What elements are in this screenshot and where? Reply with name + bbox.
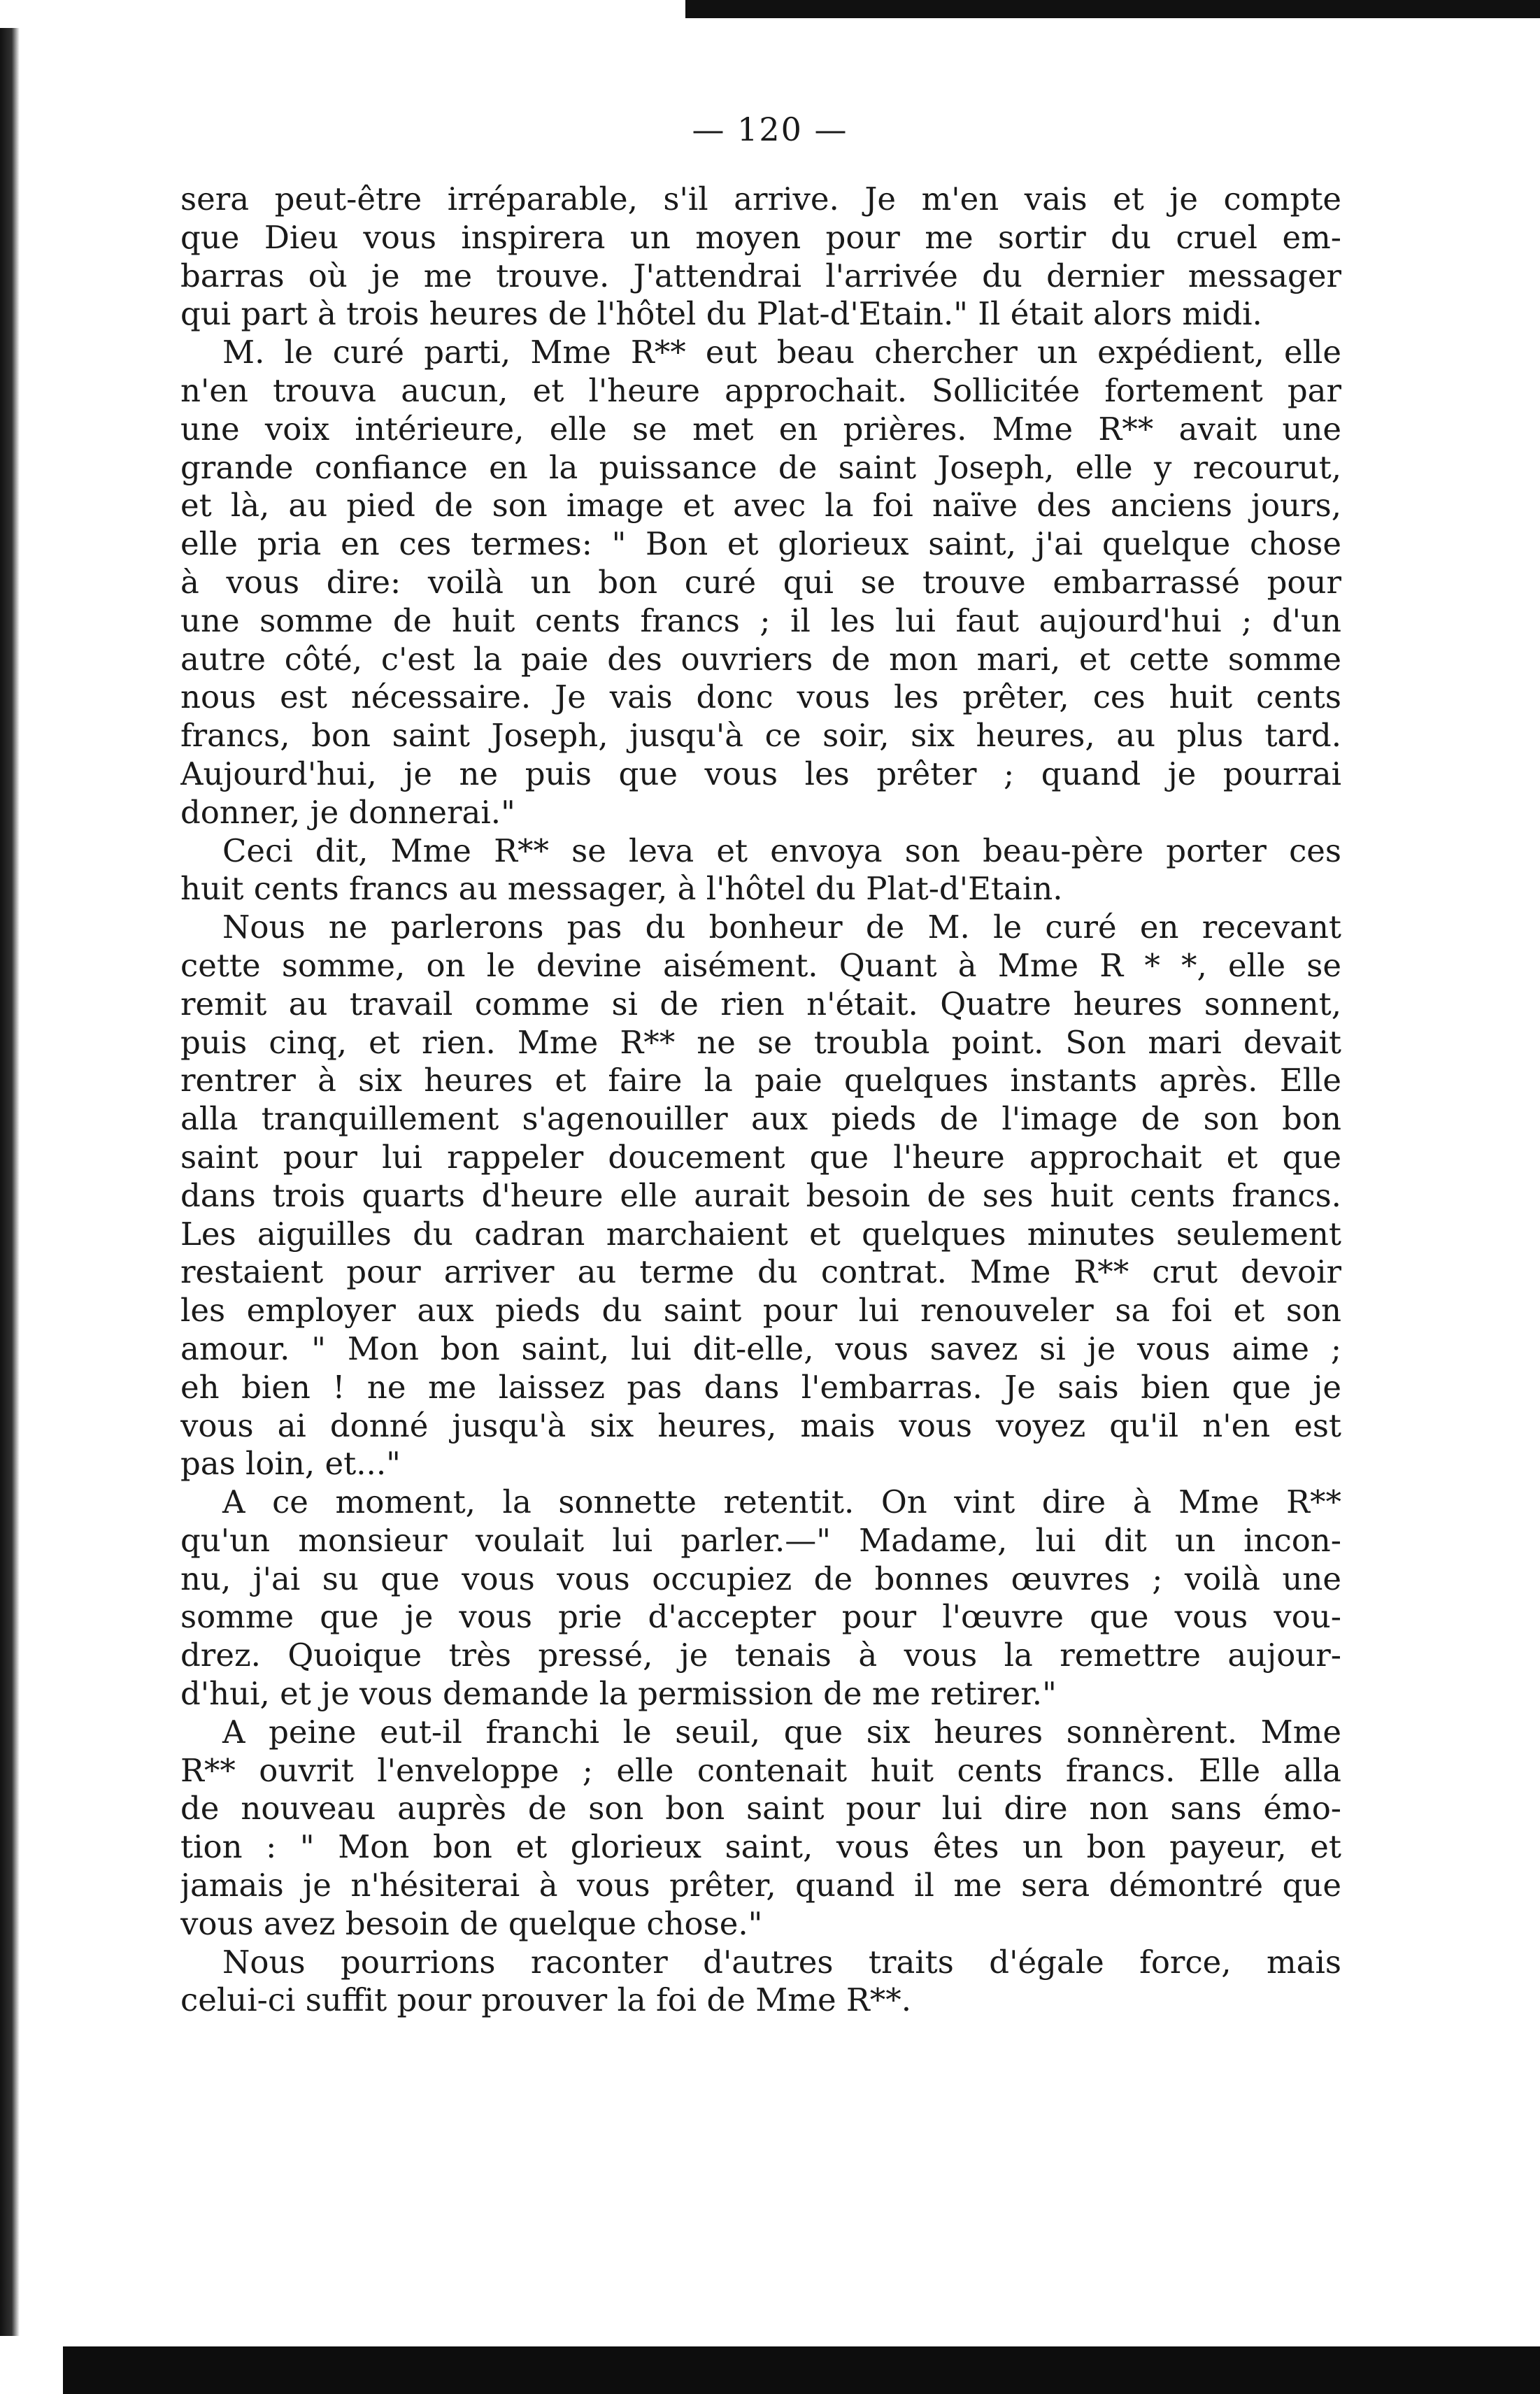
text-line: que Dieu vous inspirera un moyen pour me sortir du cruel em-: [180, 218, 1341, 256]
text-line: nous est nécessaire. Je vais donc vous les prêter, ces huit cents: [180, 678, 1341, 716]
text-line: de nouveau auprès de son bon saint pour lui dire non sans émo-: [180, 1790, 1341, 1827]
text-line: Nous ne parlerons pas du bonheur de M. le curé en recevant: [222, 909, 1341, 946]
text-line: A peine eut-il franchi le seuil, que six heures sonnèrent. Mme: [222, 1713, 1341, 1751]
text-line: d'hui, et je vous demande la permission de me retirer.": [180, 1675, 1057, 1713]
text-line: tion : " Mon bon et glorieux saint, vous êtes un bon payeur, et: [180, 1828, 1341, 1866]
text-line: rentrer à six heures et faire la paie quelques instants après. Elle: [180, 1062, 1341, 1099]
text-line: une voix intérieure, elle se met en prières. Mme R** avait une: [180, 410, 1341, 448]
text-line: cette somme, on le devine aisément. Quant à Mme R * *, elle se: [180, 946, 1341, 984]
text-line: les employer aux pieds du saint pour lui renouveler sa foi et son: [180, 1292, 1341, 1330]
text-line: eh bien ! ne me laissez pas dans l'embarras. Je sais bien que je: [180, 1368, 1341, 1406]
text-line: barras où je me trouve. J'attendrai l'arrivée du dernier messager: [180, 257, 1341, 294]
text-line: et là, au pied de son image et avec la foi naïve des anciens jours,: [180, 487, 1341, 525]
text-line: nu, j'ai su que vous vous occupiez de bonnes œuvres ; voilà une: [180, 1560, 1341, 1597]
body-text: [180, 180, 1341, 2020]
text-line: drez. Quoique très pressé, je tenais à vous la remettre aujour-: [180, 1637, 1341, 1674]
text-line: à vous dire: voilà un bon curé qui se trouve embarrassé pour: [180, 563, 1341, 601]
page-number: — 120 —: [692, 111, 848, 148]
text-line: restaient pour arriver au terme du contrat. Mme R** crut devoir: [180, 1253, 1341, 1291]
text-line: Les aiguilles du cadran marchaient et quelques minutes seulement: [180, 1215, 1341, 1253]
text-line: remit au travail comme si de rien n'était. Quatre heures sonnent,: [180, 985, 1341, 1023]
text-line: somme que je vous prie d'accepter pour l'œuvre que vous vou-: [180, 1598, 1341, 1636]
text-line: huit cents francs au messager, à l'hôtel du Plat-d'Etain.: [180, 870, 1063, 908]
text-line: vous avez besoin de quelque chose.": [180, 1904, 763, 1942]
text-line: puis cinq, et rien. Mme R** ne se troubla point. Son mari devait: [180, 1023, 1341, 1061]
text-line: celui-ci suffit pour prouver la foi de Mme R**.: [180, 1981, 912, 2019]
text-line: saint pour lui rappeler doucement que l'heure approchait et que: [180, 1138, 1341, 1176]
text-line: M. le curé parti, Mme R** eut beau chercher un expédient, elle: [222, 334, 1341, 371]
text-line: pas loin, et...": [180, 1445, 401, 1483]
text-line: elle pria en ces termes: " Bon et glorieux saint, j'ai quelque chose: [180, 525, 1341, 563]
scan-edge-bottom: [63, 2346, 1540, 2394]
text-line: autre côté, c'est la paie des ouvriers de mon mari, et cette somme: [180, 640, 1341, 678]
text-line: dans trois quarts d'heure elle aurait besoin de ses huit cents francs.: [180, 1176, 1341, 1214]
scan-edge-left: [0, 28, 20, 2336]
text-line: vous ai donné jusqu'à six heures, mais vous voyez qu'il n'en est: [180, 1406, 1341, 1444]
text-line: R** ouvrit l'enveloppe ; elle contenait huit cents francs. Elle alla: [180, 1751, 1341, 1789]
text-line: Aujourd'hui, je ne puis que vous les prêter ; quand je pourrai: [180, 755, 1341, 792]
text-line: grande confiance en la puissance de saint Joseph, elle y recourut,: [180, 448, 1341, 486]
text-line: francs, bon saint Joseph, jusqu'à ce soir, six heures, au plus tard.: [180, 717, 1341, 755]
text-line: qu'un monsieur voulait lui parler.—" Madame, lui dit un incon-: [180, 1521, 1341, 1559]
text-line: Ceci dit, Mme R** se leva et envoya son beau-père porter ces: [222, 832, 1341, 869]
text-line: une somme de huit cents francs ; il les lui faut aujourd'hui ; d'un: [180, 601, 1341, 639]
scan-edge-top: [685, 0, 1540, 18]
text-line: alla tranquillement s'agenouiller aux pieds de l'image de son bon: [180, 1100, 1341, 1138]
text-line: n'en trouva aucun, et l'heure approchait. Sollicitée fortement par: [180, 371, 1341, 409]
text-line: amour. " Mon bon saint, lui dit-elle, vous savez si je vous aime ;: [180, 1330, 1341, 1367]
text-line: sera peut-être irréparable, s'il arrive. Je m'en vais et je compte: [180, 180, 1341, 218]
text-line: donner, je donnerai.": [180, 793, 515, 831]
text-line: jamais je n'hésiterai à vous prêter, quand il me sera démontré que: [180, 1867, 1341, 1904]
text-line: A ce moment, la sonnette retentit. On vint dire à Mme R**: [222, 1483, 1341, 1521]
text-line: qui part à trois heures de l'hôtel du Plat-d'Etain." Il était alors midi.: [180, 295, 1262, 333]
text-line: Nous pourrions raconter d'autres traits d'égale force, mais: [222, 1943, 1341, 1981]
